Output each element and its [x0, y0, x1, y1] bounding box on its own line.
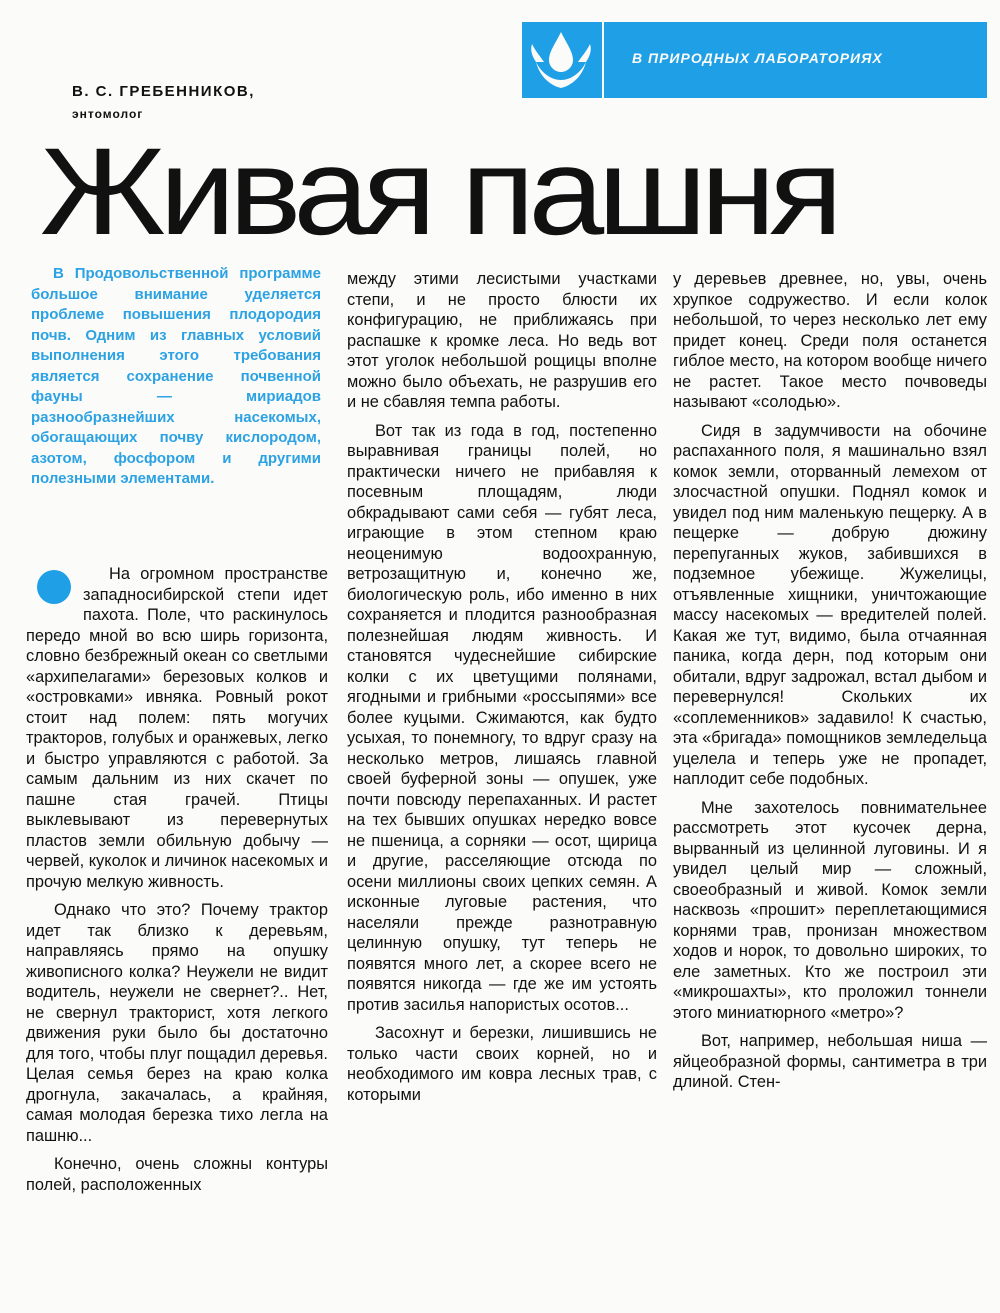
paragraph: Сидя в задумчивости на обочине распаханного поля, я машинально взял комок земли, оторванный лемехом от злосчастной опушки. Поднял комок и увидел под ним маленькую пещерку. А в пещерке — добрую дюжину перепуганных жуков, забившихся в подземное убежище. Жужелицы, отъявленные хищники, уничтожающие массу насекомых — вредителей полей. Какая же тут, видимо, была отчаянная паника, когда дерн, под которым они обитали, вдруг задрожал, встал дыбом и перевернулся! Скольких их «соплеменников» задавило! К счастью, эта «бригада» помощников земледельца уцелела и теперь уже не пропадет, наплодит себе подобных. — [673, 421, 987, 788]
paragraph: Засохнут и березки, лишившись не только части своих корней, но и необходимого им ковра лесных трав, с которыми — [347, 1024, 657, 1104]
paragraph: между этими лесистыми участками степи, и не просто блюсти их конфигурацию, не приближаясь при распашке к кромке леса. Но ведь вот этот уголок небольшой рощицы вполне можно было объехать, не разрушив его и не сбавляя темпа работы. — [347, 270, 657, 411]
paragraph: Однако что это? Почему трактор идет так близко к деревьям, направляясь прямо на опушку живописного колка? Неужели не видит водитель, неужели не свернет?.. Нет, не свернул тракторист, хотя легкого движения руки было бы достаточно для того, чтобы плуг пощадил деревья. Целая семья берез на краю колка дрогнула, закачалась, а крайняя, самая молодая березка тихо легла на пашню... — [26, 901, 328, 1145]
rubric-divider — [602, 22, 604, 98]
text-column-3 — [673, 269, 987, 1093]
author-name: В. С. ГРЕБЕННИКОВ, — [72, 83, 255, 100]
paragraph: Конечно, очень сложны контуры полей, расположенных — [26, 1155, 328, 1194]
paragraph: Вот так из года в год, постепенно выравнивая границы полей, но практически ничего не прибавляя к посевным площадям, люди обкрадывают сами себя — губят леса, играющие в этом степном краю неоценимую водоохранную, ветрозащитную и, конечно же, биологическую роль, ибо именно в них сохраняется и плодится разнообразная полезнейшая людям живность. И становятся чудеснейшие сибирские колки с их цветущими полянами, ягодными и грибными «россыпями» все более куцыми. Сжимаются, как будто усыхая, то понемногу, то вдруг сразу на несколько метров, лишаясь главной своей буферной зоны — опушек, уже почти повсюду перепаханных. И растет на тех бывших опушках нередко вовсе не пшеница, а сорняки — осот, щирица и другие, расселяющие отсюда по осени миллионы своих цепких семян. А исконные луговые растения, что населяли прежде разнотравную целинную опушку, тут теперь не появятся много лет, а скорее всего не появятся никогда — где же им устоять против засилья напористых осотов... — [347, 421, 657, 1014]
article-title: Живая пашня — [40, 123, 837, 261]
lead-paragraph: В Продовольственной программе большое внимание уделяется проблеме повышения плодородия почв. Одним из главных условий выполнения этого требования является сохранение почвенной фауны — мириадов разнообразнейших насекомых, обогащающих почву кислородом, азотом, фосфором и другими полезными элементами. — [31, 265, 321, 487]
paragraph: Вот, например, небольшая ниша — яйцеобразной формы, сантиметра в три длиной. Стен- — [673, 1032, 987, 1091]
blue-dot-icon — [37, 570, 71, 604]
paragraph: Мне захотелось повнимательнее рассмотреть этот кусочек дерна, вырванный из целинной луговины. И я увидел целый мир — сложный, своеобразный и живой. Комок земли насквозь «прошит» переплетающимися корнями трав, пронизан множеством ходов и норок, то довольно широких, то еле заметных. Кто же построил эти «микрошахты», кто проложил тоннели этого миниатюрного «метро»? — [673, 798, 987, 1022]
drop-leaf-icon — [522, 22, 600, 98]
author-role: энтомолог — [72, 107, 144, 121]
paragraph: у деревьев древнее, но, увы, очень хрупкое содружество. И если колок небольшой, то через несколько лет ему придет конец. Среди поля останется гиблое место, на котором вообще ничего не растет. Такое место почвоведы называют «солодью». — [673, 270, 987, 411]
text-column-1 — [26, 564, 328, 1195]
text-column-2 — [347, 269, 657, 1105]
rubric-bar — [522, 22, 987, 98]
paragraph: На огромном пространстве западносибирской степи идет пахота. Поле, что раскинулось передо мной во всю ширь горизонта, словно безбрежный океан со светлыми «архипелагами» березовых колков и «островками» ивняка. Ровный рокот стоит над полем: пять могучих тракторов, голубых и оранжевых, легко и быстро управляются с работой. За самым дальним из них скачет по пашне стая грачей. Птицы выклевывают из перевернутых пластов земли обильную добычу — червей, куколок и личинок насекомых и прочую мелкую живность. — [26, 565, 328, 891]
rubric-label: В ПРИРОДНЫХ ЛАБОРАТОРИЯХ — [632, 50, 883, 66]
